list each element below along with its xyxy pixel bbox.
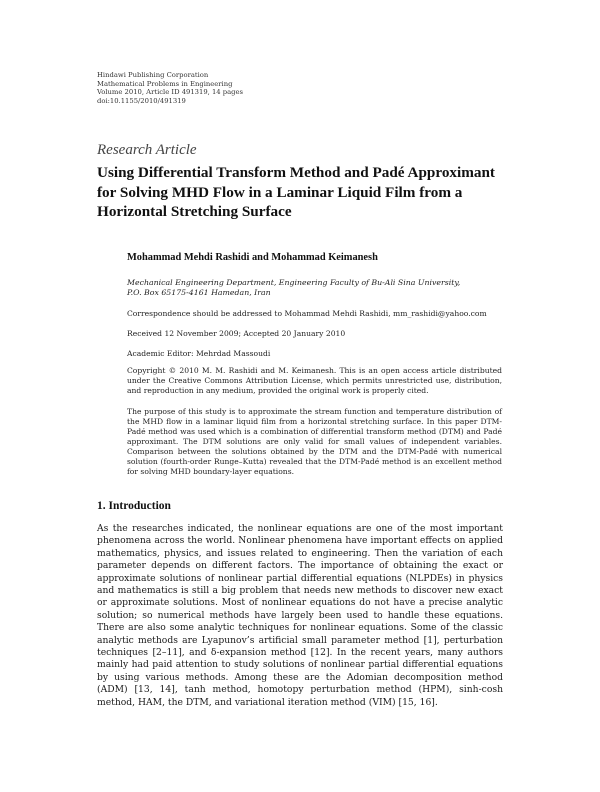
affiliation-line-1: Mechanical Engineering Department, Engineering Faculty of Bu-Ali Sina University,	[127, 278, 461, 287]
correspondence: Correspondence should be addressed to Mohammad Mehdi Rashidi, mm_rashidi@yahoo.com	[127, 309, 487, 318]
authors: Mohammad Mehdi Rashidi and Mohammad Keimanesh	[127, 252, 378, 263]
publisher-line: Hindawi Publishing Corporation	[97, 71, 209, 79]
paper-title: Using Differential Transform Method and Padé Approximant for Solving MHD Flow in a Laminar Liquid Film from a Horizontal Stretching Surface	[97, 164, 495, 220]
abstract: The purpose of this study is to approximate the stream function and temperature distribution of the MHD flow in a laminar liquid film from a horizontal stretching surface. In this paper DTM-Padé method was used which is a combination of differential transform method (DTM) and Padé approximant. The DTM solutions are only valid for small values of independent variables. Comparison between the solutions obtained by the DTM and the DTM-Padé with numerical solution (fourth-order Runge–Kutta) revealed that the DTM-Padé method is an excellent method for solving MHD boundary-layer equations.	[127, 407, 502, 476]
doi-line: doi:10.1155/2010/491319	[97, 96, 186, 105]
affiliation	[127, 278, 507, 298]
copyright-notice: Copyright © 2010 M. M. Rashidi and M. Keimanesh. This is an open access article distributed under the Creative Commons Attribution License, which permits unrestricted use, distribution, and reproduction in any medium, provided the original work is properly cited.	[127, 366, 502, 395]
academic-editor: Academic Editor: Mehrdad Massoudi	[127, 349, 271, 358]
section-title: 1. Introduction	[97, 500, 171, 512]
volume-line: Volume 2010, Article ID 491319, 14 pages	[97, 88, 244, 97]
journal-line: Mathematical Problems in Engineering	[97, 79, 233, 88]
journal-header	[97, 71, 243, 105]
affiliation-line-2: P.O. Box 65175-4161 Hamedan, Iran	[127, 288, 271, 298]
introduction-paragraph: As the researches indicated, the nonlinear equations are one of the most important phenomena across the world. Nonlinear phenomena have important effects on applied mathematics, physics, and issues related to engineering. Then the variation of each parameter depends on different factors. The importance of obtaining the exact or approximate solutions of nonlinear partial differential equations (NLPDEs) in physics and mathematics is still a big problem that needs new methods to discover new exact or approximate solutions. Most of nonlinear equations do not have a precise analytic solution; so numerical methods have largely been used to handle these equations. There are also some analytic techniques for nonlinear equations. Some of the classic analytic methods are Lyapunov’s artificial small parameter method [1], perturbation techniques [2–11], and δ-expansion method [12]. In the recent years, many authors mainly had paid attention to study solutions of nonlinear partial differential equations by using various methods. Among these are the Adomian decomposition method (ADM) [13, 14], tanh method, homotopy perturbation method (HPM), sinh-cosh method, HAM, the DTM, and variational iteration method (VIM) [15, 16].	[97, 523, 503, 708]
received-dates: Received 12 November 2009; Accepted 20 January 2010	[127, 329, 346, 338]
article-type: Research Article	[97, 142, 197, 158]
